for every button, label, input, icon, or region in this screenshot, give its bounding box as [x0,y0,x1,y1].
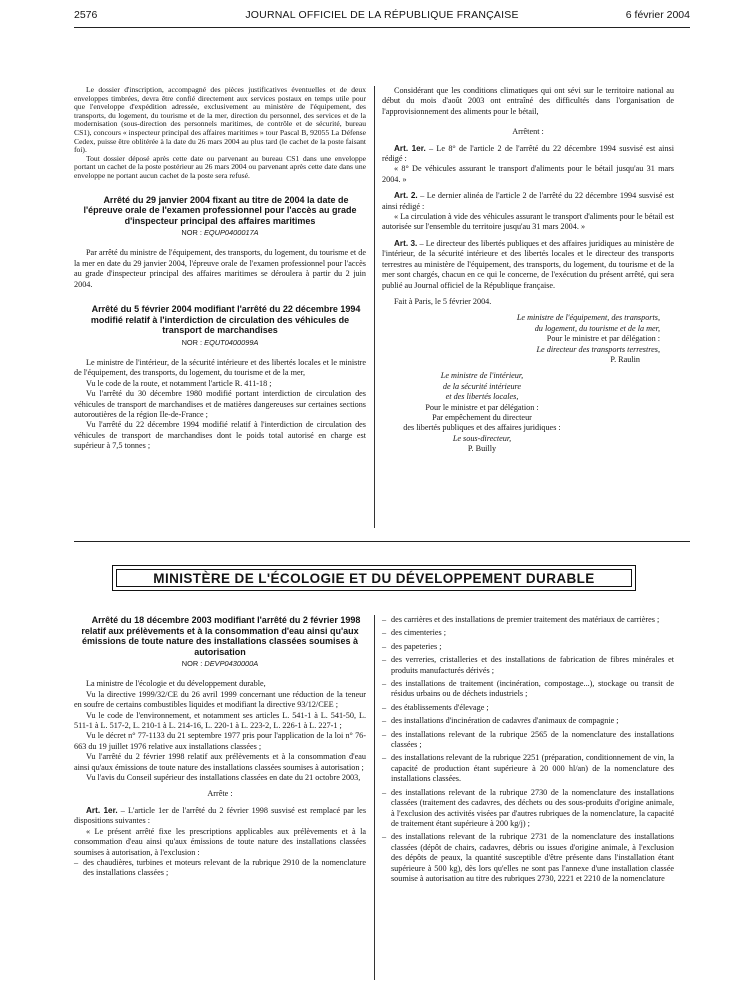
top-right-column [382,86,674,455]
list-item: – des établissements d'élevage ; [382,703,674,713]
list-item: – des installations d'incinération de cadavres d'animaux de compagnie ; [382,716,674,726]
fait-a-paris: Fait à Paris, le 5 février 2004. [394,296,492,306]
article-1: Art. 1er. – Le 8° de l'article 2 de l'arrêté du 22 décembre 1994 susvisé est ainsi rédigé : [382,143,675,164]
nor-reference: NOR : EQUT0400099A [181,337,259,347]
quote: « 8° De véhicules assurant le transport d'aliments pour le bétail jusqu'au 31 mars 2004. » [382,164,674,184]
paragraph: Tout dossier déposé après cette date ou parvenant au bureau CS1 dans une enveloppe portant un cachet de la poste postérieur au 26 mars 2004 ou parvenant après cette date dans une enveloppe ne portant aucun cachet de la poste sera refusé. [74,153,366,180]
page-header [74,9,690,25]
bottom-right-column [382,615,674,887]
quote: « La circulation à vide des véhicules assurant le transport d'aliments pour le bétail est autorisée sur l'ensemble du territoire jusqu'au 31 mars 2004. » [382,212,674,232]
list-item: – des installations de traitement (incinération, compostage...), stockage ou transit de résidus urbains ou de déchets industriels ; [382,679,674,700]
arretent-heading: Arrêtent : [512,127,544,137]
paragraph: Vu le code de l'environnement, et notamment ses articles L. 541-1 à L. 541-50, L. 511-1 à L. 517-2, L. 210-1 à L. 214-16, L. 220-1 à L. 223-2, L. 226-1 à L. 227-1 ; [74,710,366,731]
nor-reference: NOR : DEVP0430000A [181,659,259,668]
list-item: – des installations relevant de la rubrique 2565 de la nomenclature des installations classées ; [382,730,674,751]
column-separator [374,615,375,980]
publication-date: 6 février 2004 [625,9,690,21]
arrete-title: Arrêté du 18 décembre 2003 modifiant l'arrêté du 2 février 1998 relatif aux prélèvements et à la consommation d'eau ainsi qu'aux émissions de toute nature des installations classées soumises à autorisation [81,615,361,657]
top-left-column [74,86,366,452]
nor-reference: NOR : EQUP0400017A [181,228,259,238]
article-3: Art. 3. – Le directeur des libertés publiques et des affaires juridiques au ministère de l'intérieur, de la sécurité intérieure et des libertés locales et le directeur des transports terrestres au ministère de l'équipement, des transports, du logement, du tourisme et de la mer sont chargés, chacun en ce qui le concerne, de l'exécution du présent arrêté, qui sera publié au Journal officiel de la République française. [382,238,675,290]
ministry-banner [112,565,636,591]
list-item: – des chaudières, turbines et moteurs relevant de la rubrique 2910 de la nomenclature des installations classées ; [74,858,366,879]
paragraph: Vu l'arrêté du 2 février 1998 relatif aux prélèvements et à la consommation d'eau ainsi qu'aux émissions de toute nature des installations classées soumises à autorisation ; [74,752,366,772]
list-item: – des installations relevant de la rubrique 2731 de la nomenclature des installations classées (dépôt de chairs, cadavres, débris ou issues d'origine animale, à l'exclusion des dépôts de peaux, la quantité susceptible d'être présente dans l'installation étant supérieure à 500 kg), dès lors qu'elles ne sont pas l'annexe d'une installation classée soumise à autorisation au titre des rubriques 2730, 2221 et 2210 de la nomenclature [382,832,674,884]
article-1: Art. 1er. – L'article 1er de l'arrêté du 2 février 1998 susvisé est remplacé par les dispositions suivantes : [74,805,367,826]
paragraph: Vu l'arrêté du 22 décembre 1994 modifié relatif à l'interdiction de circulation des véhicules de transport de marchandises dont le poids total autorisé en charge est supérieur à 7,5 tonnes ; [74,420,366,451]
exclusion-list [74,858,366,879]
list-item: – des installations relevant de la rubrique 2251 (préparation, conditionnement de vin, la capacité de production étant supérieure à 20 000 hl/an) de la nomenclature des installations classées. [382,753,674,784]
paragraph: Le ministre de l'intérieur, de la sécurité intérieure et des libertés locales et le ministre de l'équipement, des transports, du logement, du tourisme et de la mer, [74,357,366,378]
paragraph: Vu la directive 1999/32/CE du 26 avril 1999 concernant une réduction de la teneur en soufre de certains combustibles liquides et modifiant la directive 93/12/CEE ; [74,689,366,710]
column-separator [374,86,375,528]
quote: « Le présent arrêté fixe les prescriptions applicables aux prélèvements et à la consommation d'eau ainsi qu'aux émissions de toute nature des installations classées soumises à autorisation, à l'exclusion : [74,826,366,857]
ministry-name: MINISTÈRE DE L'ÉCOLOGIE ET DU DÉVELOPPEMENT DURABLE [153,571,595,586]
list-item: – des installations relevant de la rubrique 2730 de la nomenclature des installations classées (traitement des cadavres, des déchets ou des sous-produits d'origine animale, à l'exclusion des activités visées par d'autres rubriques de la nomenclature, la capacité de traitement étant supérieure à 200 kg/j) ; [382,788,674,830]
arrete-title: Arrêté du 5 février 2004 modifiant l'arrêté du 22 décembre 1994 modifié relatif à l'interdiction de circulation des véhicules de transport de marchandises [90,304,361,336]
list-item: – des cimenteries ; [382,628,674,638]
article-2: Art. 2. – Le dernier alinéa de l'article 2 de l'arrêté du 22 décembre 1994 susvisé est ainsi rédigé : [382,191,674,211]
page-number: 2576 [74,9,98,21]
paragraph: Vu l'arrêté du 30 décembre 1980 modifié portant interdiction de circulation des véhicules de transport de marchandises et de matières dangereuses sur certaines sections autoroutières de la région Ile-de-France ; [74,389,366,419]
paragraph: Considérant que les conditions climatiques qui ont sévi sur le territoire national au début du mois d'août 2003 ont entraîné des difficultés dans l'organisation de l'approvisionnement des aliments pour le bétail, [382,86,674,116]
header-rule [74,27,690,28]
arrete-heading: Arrête : [207,789,233,799]
paragraph: La ministre de l'écologie et du développement durable, [86,679,266,689]
paragraph: Le dossier d'inscription, accompagné des pièces justificatives éventuelles et de deux enveloppes timbrées, devra être confié directement aux services postaux en temps utile pour que l'enveloppe d'expédition adressée, exclusivement au ministère de l'équipement, des transports, du logement, du tourisme et de la mer, direction du personnel, des services et de la modernisation (sous-direction des personnels maritimes, de contrôle et de sécurité, bureau CS1), concours « inspecteur principal des affaires maritimes » tour Pascal B, 92055 La Défense Cedex, puisse être oblitérée à la date du 26 mars 2004 au plus tard (le cachet de la poste faisant foi). [74,85,366,155]
list-item: – des verreries, cristalleries et des installations de fabrication de fibres minérales et produits manufacturés dérivés ; [382,655,674,676]
section-rule [74,541,690,542]
paragraph: Vu le décret n° 77-1133 du 21 septembre 1977 pris pour l'application de la loi n° 76-663 du 19 juillet 1976 relative aux installations classées ; [74,731,366,751]
signature-block-2: Le ministre de l'intérieur, de la sécurité intérieure et des libertés locales, Pour le ministre et par délégation : Par empêchement du directeur des libertés publiques et des affaires juridiques : Le sous-directeur, P. Builly [403,371,561,454]
list-item: – des carrières et des installations de premier traitement des matériaux de carrières ; [382,615,674,625]
journal-title: JOURNAL OFFICIEL DE LA RÉPUBLIQUE FRANÇAISE [245,9,519,21]
arrete-title: Arrêté du 29 janvier 2004 fixant au titre de 2004 la date de l'épreuve orale de l'examen professionnel pour l'accès au grade d'inspecteur principal des affaires maritimes [83,194,357,226]
bottom-left-column [74,615,366,882]
exclusion-list [382,615,674,884]
signature-block-1: Le ministre de l'équipement, des transports, du logement, du tourisme et de la mer, Pour le ministre et par délégation : Le directeur des transports terrestres, P. Raulin [516,313,660,364]
list-item: – des papeteries ; [382,642,674,652]
paragraph: Vu l'avis du Conseil supérieur des installations classées en date du 21 octobre 2003, [86,773,361,783]
paragraph: Vu le code de la route, et notamment l'article R. 411-18 ; [86,378,272,388]
paragraph: Par arrêté du ministre de l'équipement, des transports, du logement, du tourisme et de la mer en date du 29 janvier 2004, l'épreuve orale de l'examen professionnel pour l'accès au grade d'inspecteur principal des affaires maritimes se déroulera à partir du 2 juin 2004. [74,248,366,289]
